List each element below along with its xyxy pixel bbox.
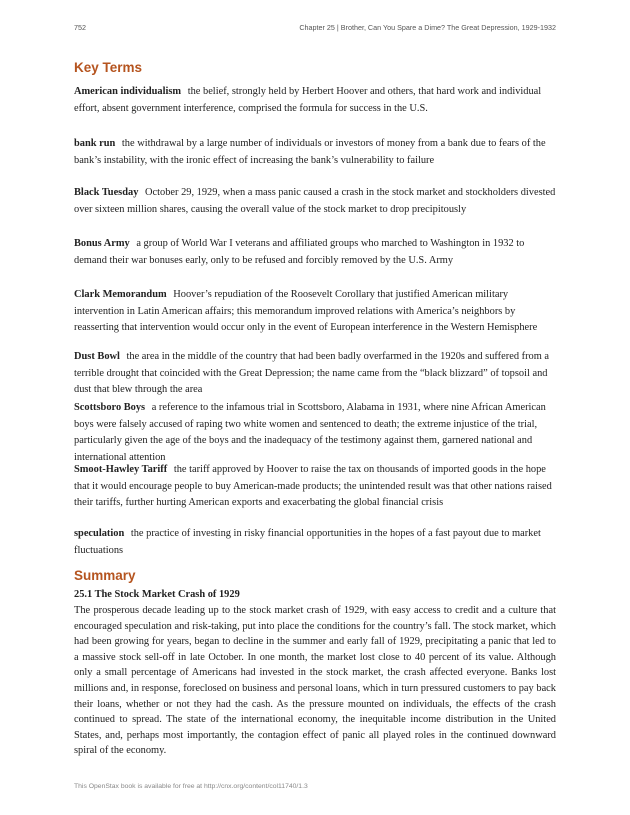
term-name: Scottsboro Boys bbox=[74, 402, 146, 413]
term-entry bbox=[74, 136, 558, 169]
term-name: bank run bbox=[74, 138, 116, 149]
term-name: Dust Bowl bbox=[74, 351, 120, 362]
term-entry bbox=[74, 185, 558, 218]
section-title: 25.1 The Stock Market Crash of 1929 bbox=[74, 589, 240, 600]
term-definition: the withdrawal by a large number of individuals or investors of money from a bank due to fears of the bank’s instability, with the ironic effect of increasing the bank’s vulnerability to failure bbox=[74, 138, 546, 166]
term-definition: the tariff approved by Hoover to raise the tax on thousands of imported goods in the hope that it would encourage people to buy American-made products; the unintended result was that other nations raised their tariffs, further hurting American exports and exacerbating the global financial crisis bbox=[74, 464, 552, 508]
term-definition: Hoover’s repudiation of the Roosevelt Corollary that justified American military intervention in Latin American affairs; this memorandum improved relations with America’s neighbors by reasserting that intervention would occur only in the event of European interference in the Western Hemisphere bbox=[74, 289, 538, 333]
term-name: Black Tuesday bbox=[74, 187, 139, 198]
term-definition: a group of World War I veterans and affiliated groups who marched to Washington in 1932 to demand their war bonuses early, only to be refused and forcibly removed by the U.S. Army bbox=[74, 238, 525, 266]
term-entry bbox=[74, 349, 558, 399]
term-name: Smoot-Hawley Tariff bbox=[74, 464, 168, 475]
term-name: speculation bbox=[74, 528, 125, 539]
term-entry bbox=[74, 287, 558, 337]
term-definition: the practice of investing in risky financial opportunities in the hopes of a fast payout due to market fluctuations bbox=[74, 528, 541, 556]
page-number: 752 bbox=[74, 23, 86, 32]
term-name: American individualism bbox=[74, 86, 182, 97]
term-definition: the belief, strongly held by Herbert Hoover and others, that hard work and individual effort, absent government interference, comprised the formula for success in the U.S. bbox=[74, 86, 542, 114]
key-terms-heading: Key Terms bbox=[74, 60, 143, 75]
footer-note: This OpenStax book is available for free at http://cnx.org/content/col11740/1.3 bbox=[74, 783, 308, 790]
term-entry bbox=[74, 526, 558, 559]
term-entry bbox=[74, 400, 558, 466]
term-name: Bonus Army bbox=[74, 238, 130, 249]
summary-heading: Summary bbox=[74, 568, 136, 583]
term-definition: a reference to the infamous trial in Scottsboro, Alabama in 1931, where nine African American boys were falsely accused of raping two white women and sentenced to death; the extreme injustice of the trial, particularly given the age of the boys and the inadequacy of the testimony against them, garnered national and international attention bbox=[74, 402, 546, 463]
chapter-title: Chapter 25 | Brother, Can You Spare a Dime? The Great Depression, 1929-1932 bbox=[299, 23, 556, 32]
term-name: Clark Memorandum bbox=[74, 289, 167, 300]
term-entry bbox=[74, 84, 558, 117]
term-entry bbox=[74, 236, 558, 269]
summary-paragraph: The prosperous decade leading up to the stock market crash of 1929, with easy access to credit and a culture that encouraged speculation and risk-taking, put into place the conditions for the country’s fall. The stock market, which had been growing for years, began to decline in the summer and early fall of 1929, precipitating a panic that led to a massive stock sell-off in late October. In one month, the market lost close to 40 percent of its value. Although only a small percentage of Americans had invested in the stock market, the crash affected everyone. Banks lost millions and, in response, foreclosed on business and personal loans, which in turn pressured customers to pay back their loans, whether or not they had the cash. As the pressure mounted on individuals, the effects of the crash continued to spread. The state of the international economy, the inequitable income distribution in the United States, and, perhaps most importantly, the contagion effect of panic all played roles in the continued downward spiral of the economy. bbox=[74, 605, 556, 757]
term-entry bbox=[74, 462, 558, 512]
term-definition: October 29, 1929, when a mass panic caused a crash in the stock market and stockholders divested over sixteen million shares, causing the overall value of the stock market to drop precipitously bbox=[74, 187, 556, 215]
term-definition: the area in the middle of the country that had been badly overfarmed in the 1920s and suffered from a terrible drought that coincided with the Great Depression; the name came from the “black blizzard” of topsoil and dust that blew through the area bbox=[74, 351, 550, 395]
